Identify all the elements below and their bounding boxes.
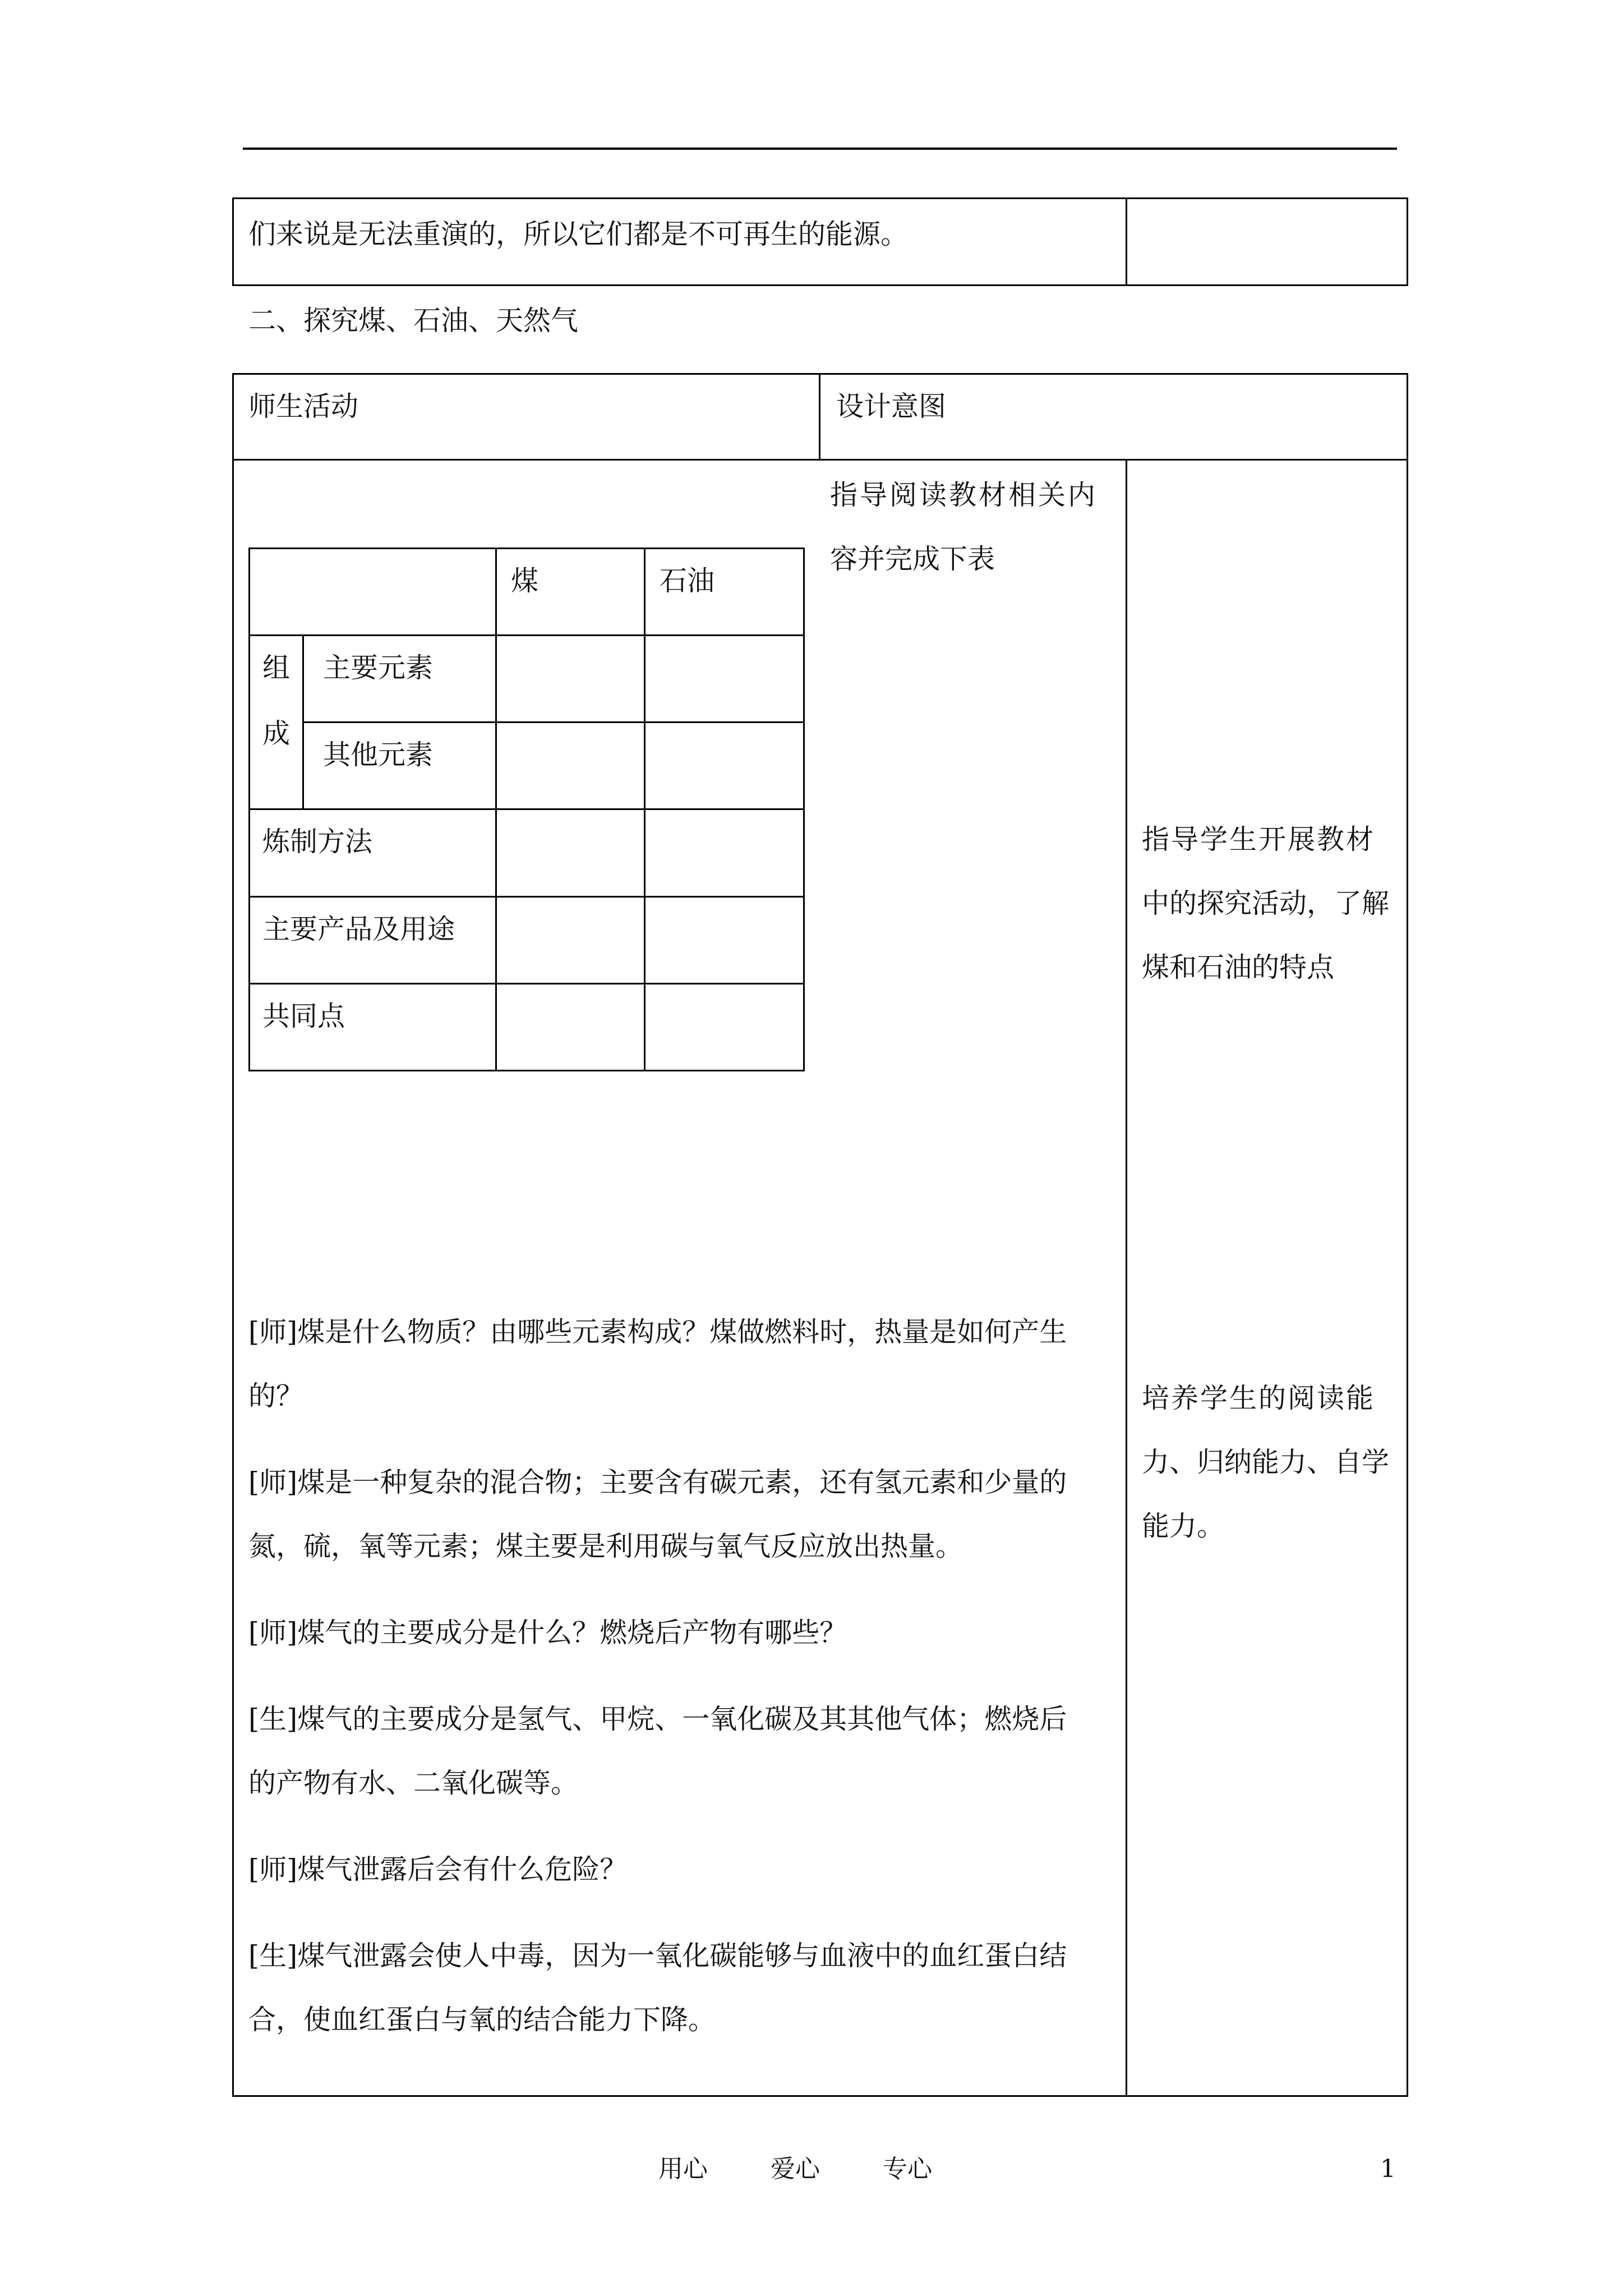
middle-note-line-2: 容并完成下表 [830, 543, 995, 575]
dialogue-line: [师]煤气的主要成分是什么？燃烧后产物有哪些？ [248, 1617, 847, 1649]
dialogue-line: [师]煤是什么物质？由哪些元素构成？煤做燃料时，热量是如何产生 [248, 1316, 1067, 1348]
top-row-border-top [232, 197, 1408, 199]
right-note-2-line-3: 能力。 [1142, 1510, 1225, 1542]
right-note-2-line-2: 力、归纳能力、自学 [1142, 1446, 1390, 1478]
dialogue-line: [师]煤气泄露后会有什么危险？ [248, 1853, 628, 1885]
right-note-1-line-3: 煤和石油的特点 [1142, 951, 1335, 983]
inner-row-line [248, 1070, 805, 1071]
header-design-intent: 设计意图 [836, 390, 947, 422]
inner-group-label-1: 组 [262, 652, 291, 684]
inner-col-line [495, 547, 497, 1071]
inner-row-line [248, 983, 805, 984]
dialogue-line: 的？ [248, 1380, 304, 1412]
right-note-1-line-2: 中的探究活动，了解 [1142, 887, 1390, 919]
footer-motto-3: 专心 [883, 2155, 932, 2183]
footer-motto-2: 爱心 [771, 2155, 820, 2183]
middle-note-line-1: 指导阅读教材相关内 [830, 479, 1098, 511]
main-table-header-divider [819, 373, 820, 461]
inner-col-line [803, 547, 805, 1071]
inner-row-line [248, 896, 805, 898]
inner-row-line [248, 634, 805, 636]
header-teacher-student-activity: 师生活动 [248, 390, 359, 422]
dialogue-line: 氮，硫，氧等元素；煤主要是利用碳与氧气反应放出热量。 [248, 1530, 963, 1562]
main-table-border-right [1407, 373, 1408, 2097]
dialogue-line: 的产物有水、二氧化碳等。 [248, 1767, 579, 1799]
inner-col-line [302, 634, 304, 810]
inner-row-line [302, 721, 805, 723]
top-row-border-bottom [232, 284, 1408, 286]
inner-header-oil: 石油 [660, 565, 715, 597]
inner-row-line [248, 808, 805, 810]
inner-row-label: 主要产品及用途 [262, 913, 455, 945]
inner-row-label: 主要元素 [323, 652, 434, 684]
main-table-border-bottom [232, 2095, 1408, 2097]
right-note-2-line-1: 培养学生的阅读能 [1142, 1382, 1376, 1414]
right-note-1-line-1: 指导学生开展教材 [1142, 823, 1376, 855]
dialogue-line: [生]煤气的主要成分是氢气、甲烷、一氧化碳及其其他气体；燃烧后 [248, 1703, 1067, 1735]
inner-row-line [248, 547, 805, 549]
top-row-divider [1126, 197, 1127, 286]
dialogue-line: [生]煤气泄露会使人中毒，因为一氧化碳能够与血液中的血红蛋白结 [248, 1940, 1067, 1972]
inner-row-label: 其他元素 [323, 739, 434, 771]
top-row-border-left [232, 197, 234, 286]
section-heading: 二、探究煤、石油、天然气 [248, 305, 579, 337]
dialogue-line: [师]煤是一种复杂的混合物；主要含有碳元素，还有氢元素和少量的 [248, 1466, 1067, 1498]
inner-col-line [644, 547, 645, 1071]
inner-header-coal: 煤 [511, 565, 539, 597]
inner-group-label-2: 成 [262, 717, 291, 749]
header-rule [243, 148, 1397, 150]
inner-col-line [248, 547, 250, 1071]
top-row-border-right [1407, 197, 1408, 286]
main-table-border-left [232, 373, 234, 2097]
page-number: 1 [1380, 2155, 1396, 2183]
main-table-body-divider [1126, 459, 1127, 2097]
footer-motto-1: 用心 [658, 2155, 708, 2183]
inner-row-label: 共同点 [262, 1000, 345, 1032]
dialogue-line: 合，使血红蛋白与氧的结合能力下降。 [248, 2004, 716, 2036]
top-row-text: 们来说是无法重演的，所以它们都是不可再生的能源。 [248, 218, 909, 250]
inner-row-label: 炼制方法 [262, 826, 373, 858]
